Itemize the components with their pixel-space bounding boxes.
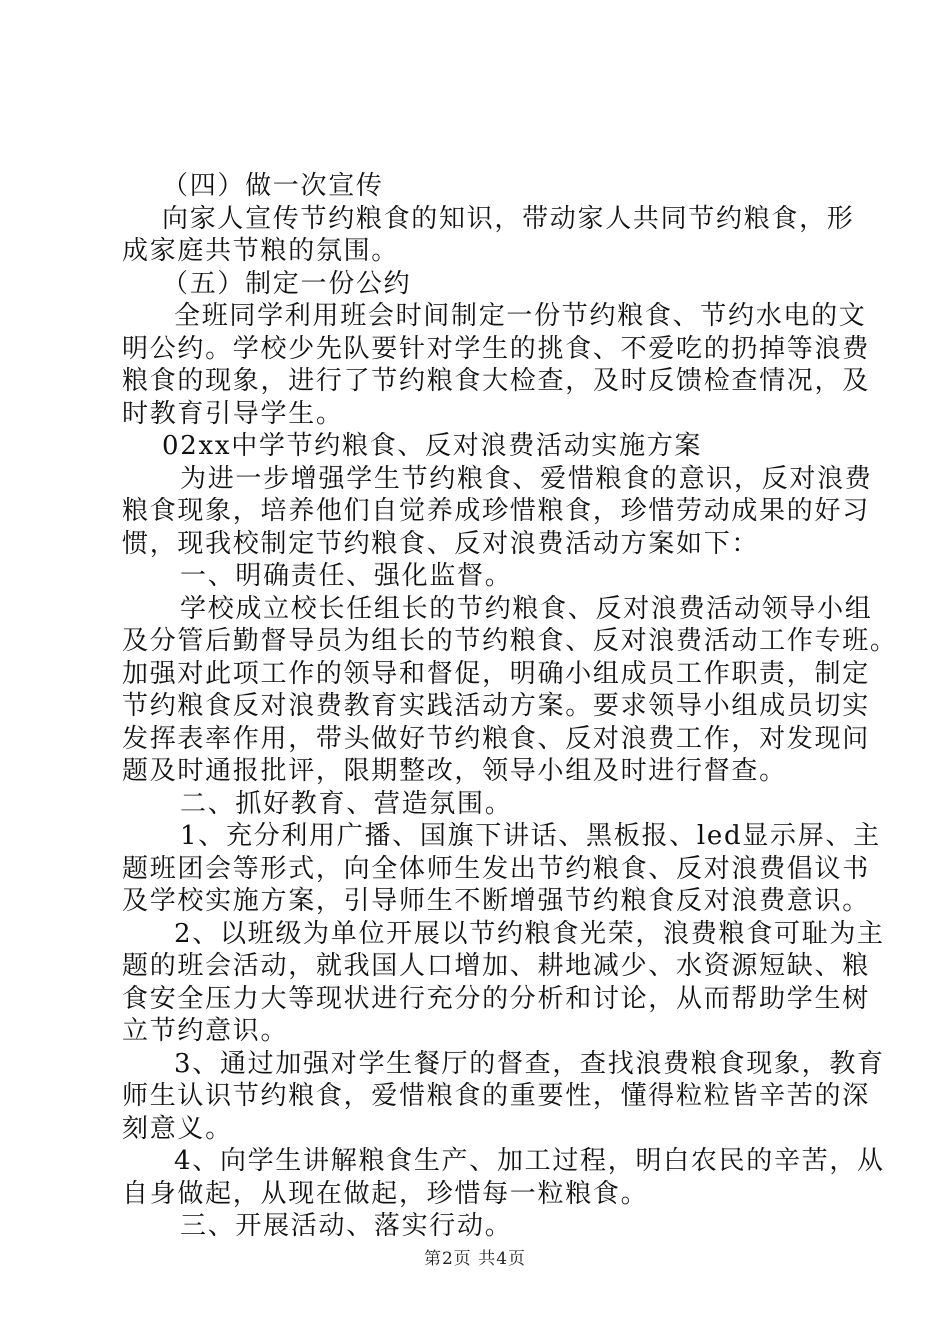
paragraph-line: 粮食的现象，进行了节约粮食大检查，及时反馈检查情况，及 bbox=[122, 366, 870, 396]
paragraph-line: 1、充分利用广播、国旗下讲话、黑板报、led显示屏、主 bbox=[180, 821, 881, 851]
section-heading: 一、明确责任、强化监督。 bbox=[180, 561, 513, 591]
paragraph-line: 向家人宣传节约粮食的知识，带动家人共同节约粮食，形 bbox=[162, 203, 855, 234]
section-heading: 二、抓好教育、营造氛围。 bbox=[180, 788, 513, 819]
paragraph-line: 为进一步增强学生节约粮食、爱惜粮食的意识，反对浪费 bbox=[180, 463, 873, 494]
paragraph-line: 刻意义。 bbox=[122, 1113, 233, 1144]
paragraph-line: 及分管后勤督导员为组长的节约粮食、反对浪费活动工作专班。 bbox=[122, 626, 898, 656]
paragraph-line: 师生认识节约粮食，爱惜粮食的重要性，懂得粒粒皆辛苦的深 bbox=[122, 1081, 870, 1111]
paragraph-line: 粮食现象，培养他们自觉养成珍惜粮食，珍惜劳动成果的好习 bbox=[122, 496, 870, 526]
document-body bbox=[122, 170, 898, 1243]
paragraph-line: 题班团会等形式，向全体师生发出节约粮食、反对浪费倡议书 bbox=[122, 853, 870, 884]
paragraph-line: 自身做起，从现在做起，珍惜每一粒粮食。 bbox=[122, 1178, 649, 1209]
paragraph-line: 题的班会活动，就我国人口增加、耕地减少、水资源短缺、粮 bbox=[122, 951, 870, 981]
paragraph-line: 立节约意识。 bbox=[122, 1016, 289, 1046]
section-heading: 三、开展活动、落实行动。 bbox=[180, 1211, 513, 1241]
paragraph-line: 学校成立校长任组长的节约粮食、反对浪费活动领导小组 bbox=[180, 593, 873, 624]
paragraph-line: 全班同学利用班会时间制定一份节约粮食、节约水电的文 bbox=[174, 301, 867, 331]
paragraph-line: 食安全压力大等现状进行充分的分析和讨论，从而帮助学生树 bbox=[122, 983, 870, 1014]
paragraph-line: 明公约。学校少先队要针对学生的挑食、不爱吃的扔掉等浪费 bbox=[122, 333, 870, 364]
section-heading: （四）做一次宣传 bbox=[162, 171, 384, 201]
paragraph-line: 及学校实施方案，引导师生不断增强节约粮食反对浪费意识。 bbox=[122, 886, 870, 916]
paragraph-line: 惯，现我校制定节约粮食、反对浪费活动方案如下： bbox=[122, 528, 760, 559]
paragraph-line: 节约粮食反对浪费教育实践活动方案。要求领导小组成员切实 bbox=[122, 691, 870, 721]
paragraph-line: 时教育引导学生。 bbox=[122, 398, 344, 429]
paragraph-line: 题及时通报批评，限期整改，领导小组及时进行督查。 bbox=[122, 756, 787, 786]
section-heading: （五）制定一份公约 bbox=[162, 268, 412, 299]
paragraph-line: 4、向学生讲解粮食生产、加工过程，明白农民的辛苦，从 bbox=[174, 1146, 885, 1176]
paragraph-line: 3、通过加强对学生餐厅的督查，查找浪费粮食现象，教育 bbox=[174, 1048, 885, 1079]
paragraph-line: 2、以班级为单位开展以节约粮食光荣，浪费粮食可耻为主 bbox=[174, 918, 885, 949]
paragraph-line: 成家庭共节粮的氛围。 bbox=[122, 236, 400, 266]
document-title: 02xx中学节约粮食、反对浪费活动实施方案 bbox=[162, 431, 703, 461]
paragraph-line: 发挥表率作用，带头做好节约粮食、反对浪费工作，对发现问 bbox=[122, 723, 870, 754]
paragraph-line: 加强对此项工作的领导和督促，明确小组成员工作职责，制定 bbox=[122, 658, 870, 689]
page-number: 第2页 共4页 bbox=[423, 1249, 527, 1269]
